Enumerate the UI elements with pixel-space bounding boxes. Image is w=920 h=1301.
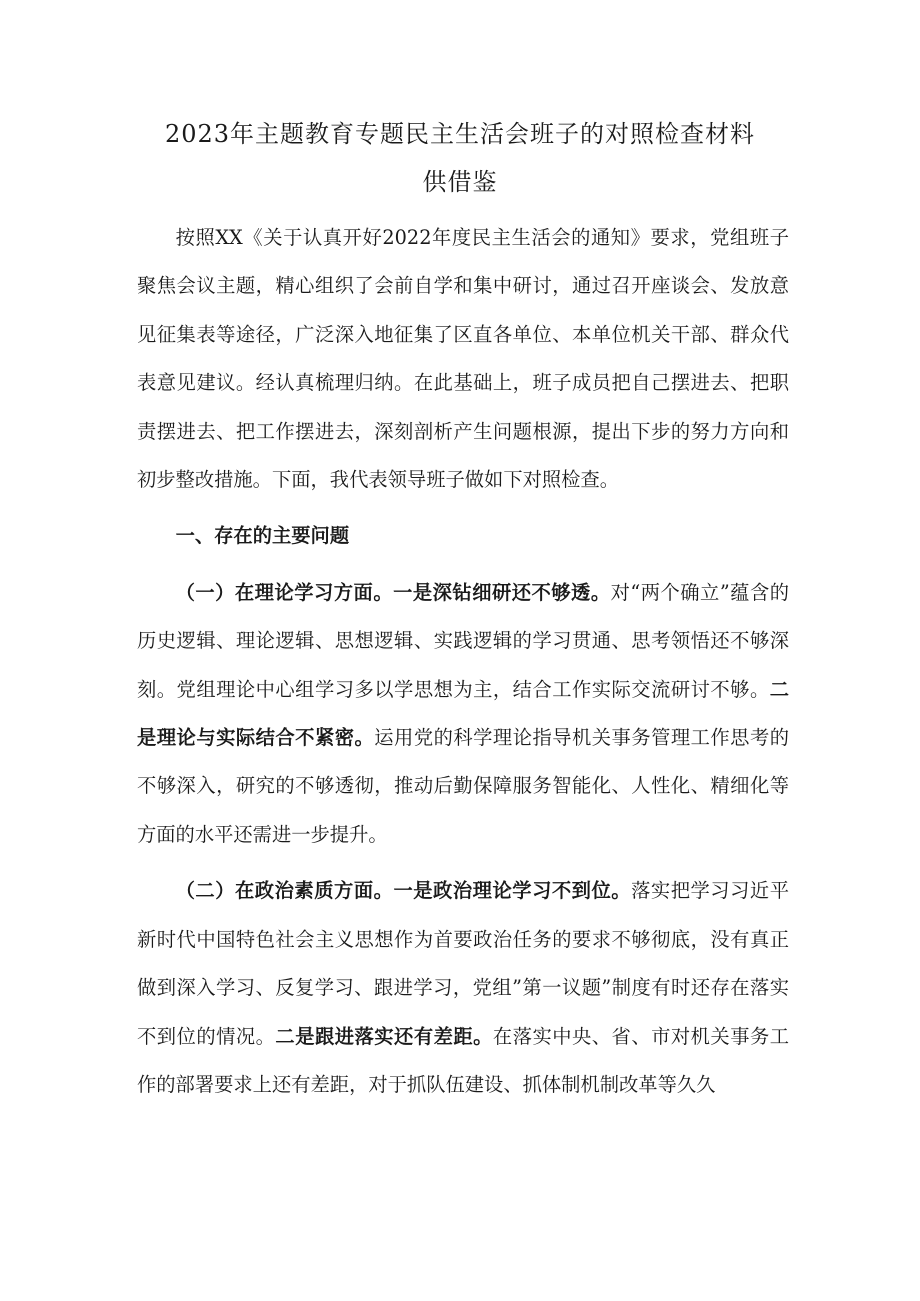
theory-study-lead: （一）在理论学习方面。一是深钻细研还不够透。 <box>175 580 611 604</box>
political-quality-paragraph <box>137 867 789 1109</box>
document-subtitle: 供借鉴 <box>422 168 498 196</box>
political-quality-point2: 二是跟进落实还有差距。 <box>275 1024 493 1048</box>
theory-study-point2: 二是理论与实际结合不紧密。 <box>137 677 789 750</box>
section-heading: 一、存在的主要问题 <box>175 524 350 548</box>
theory-study-text2: 运用党的科学理论指导机关事务管理工作思考的不够深入，研究的不够透彻，推动后勤保障服务智能化、人性化、精细化等方面的水平还需进一步提升。 <box>137 726 790 846</box>
political-quality-text2: 在落实中央、省、市对机关事务工作的部署要求上还有差距，对于抓队伍建设、抓体制机制改革等久久 <box>137 1024 790 1096</box>
political-quality-text1: 落实把学习习近平新时代中国特色社会主义思想作为首要政治任务的要求不够彻底，没有真正做到深入学习、反复学习、跟进学习，党组”第一议题”制度有时还存在落实不到位的情况。 <box>137 879 790 1048</box>
theory-study-paragraph <box>137 569 789 859</box>
document-title: 2023年主题教育专题民主生活会班子的对照检查材料 <box>164 120 756 148</box>
document-body <box>137 214 789 1109</box>
political-quality-lead: （二）在政治素质方面。一是政治理论学习不到位。 <box>175 879 632 903</box>
intro-paragraph: 按照XX《关于认真开好2022年度民主生活会的通知》要求，党组班子聚焦会议主题，精心组织了会前自学和集中研讨，通过召开座谈会、发放意见征集表等途径，广泛深入地征集了区直各单位、本单位机关干部、群众代表意见建议。经认真梳理归纳。在此基础上，班子成员把自己摆进去、把职责摆进去、把工作摆进去，深刻剖析产生问题根源，提出下步的努力方向和初步整改措施。下面，我代表领导班子做如下对照检查。 <box>137 226 789 492</box>
theory-study-text1: 对“两个确立”蕴含的历史逻辑、理论逻辑、思想逻辑、实践逻辑的学习贯通、思考领悟还不够深刻。党组理论中心组学习多以学思想为主，结合工作实际交流研讨不够。 <box>137 580 790 701</box>
